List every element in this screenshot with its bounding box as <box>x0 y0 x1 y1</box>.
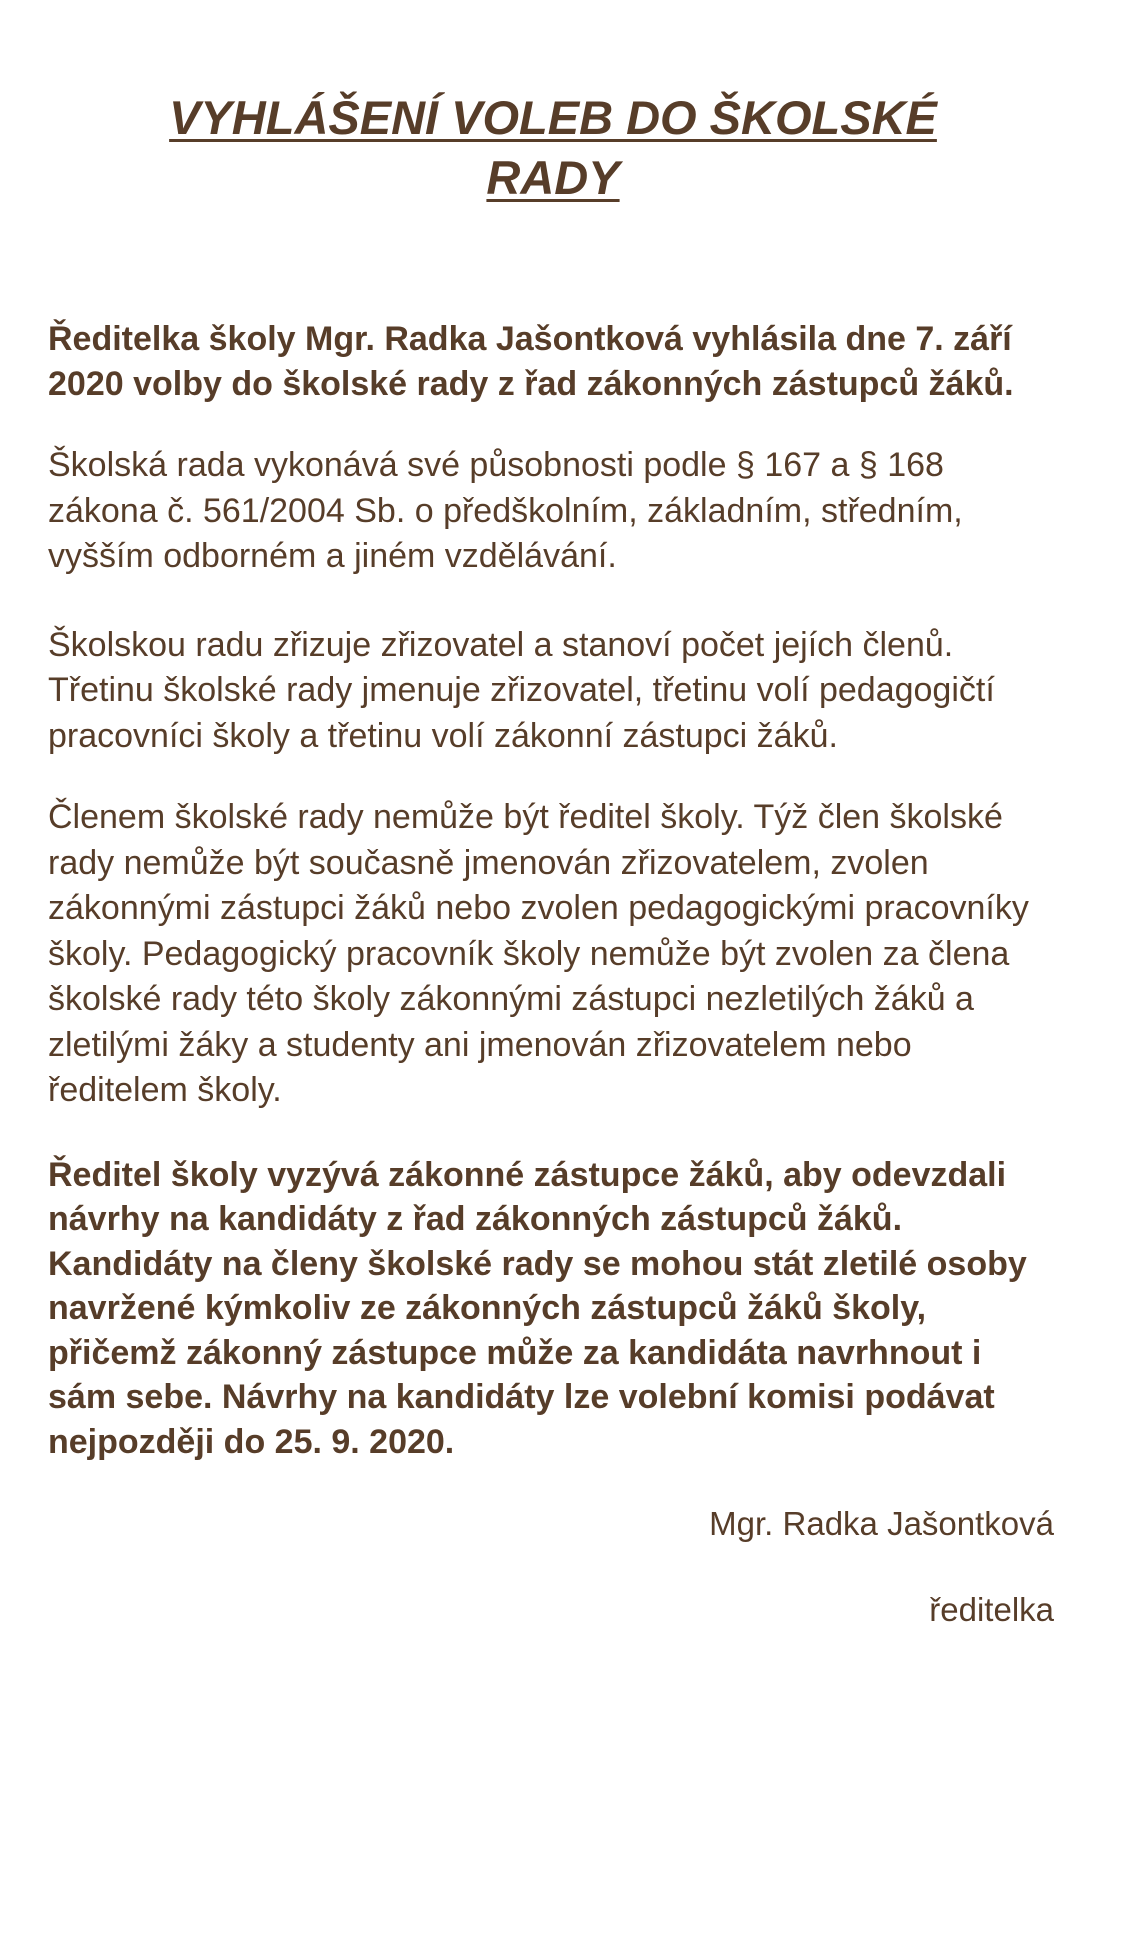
document-page <box>48 88 1058 1630</box>
membership-paragraph: Členem školské rady nemůže být ředitel školy. Týž člen školské rady nemůže být současně jmenován zřizovatelem, zvolen zákonnými zástupci žáků nebo zvolen pedagogickými pracovníky školy. Pedagogický pracovník školy nemůže být zvolen za člena školské rady této školy zákonnými zástupci nezletilých žáků a zletilými žáky a studenty ani jmenován zřizovatelem nebo ředitelem školy. <box>48 798 1029 1109</box>
competence-paragraph: Školská rada vykonává své působnosti podle § 167 a § 168 zákona č. 561/2004 Sb. o předškolním, základním, středním, vyšším odborném a jiném vzdělávání. <box>48 446 963 575</box>
page-title <box>48 88 1058 208</box>
call-for-candidates-paragraph: Ředitel školy vyzývá zákonné zástupce žáků, aby odevzdali návrhy na kandidáty z řad zákonných zástupců žáků. Kandidáty na členy školské rady se mohou stát zletilé osoby navržené kýmkoliv ze zákonných zástupců žáků školy, přičemž zákonný zástupce může za kandidáta navrhnout i sám sebe. Návrhy na kandidáty lze volební komisi podávat nejpozději do 25. 9. 2020. <box>48 1155 1027 1461</box>
title-line-2: RADY <box>486 151 620 204</box>
title-line-1: VYHLÁŠENÍ VOLEB DO ŠKOLSKÉ <box>169 91 937 144</box>
intro-paragraph: Ředitelka školy Mgr. Radka Jašontková vyhlásila dne 7. září 2020 volby do školské rady z řad zákonných zástupců žáků. <box>48 320 1014 403</box>
signature-role: ředitelka <box>929 1591 1054 1628</box>
signature-name: Mgr. Radka Jašontková <box>709 1505 1054 1542</box>
composition-paragraph: Školskou radu zřizuje zřizovatel a stanoví počet jejích členů. Třetinu školské rady jmenuje zřizovatel, třetinu volí pedagogičtí pracovníci školy a třetinu volí zákonní zástupci žáků. <box>48 625 995 755</box>
